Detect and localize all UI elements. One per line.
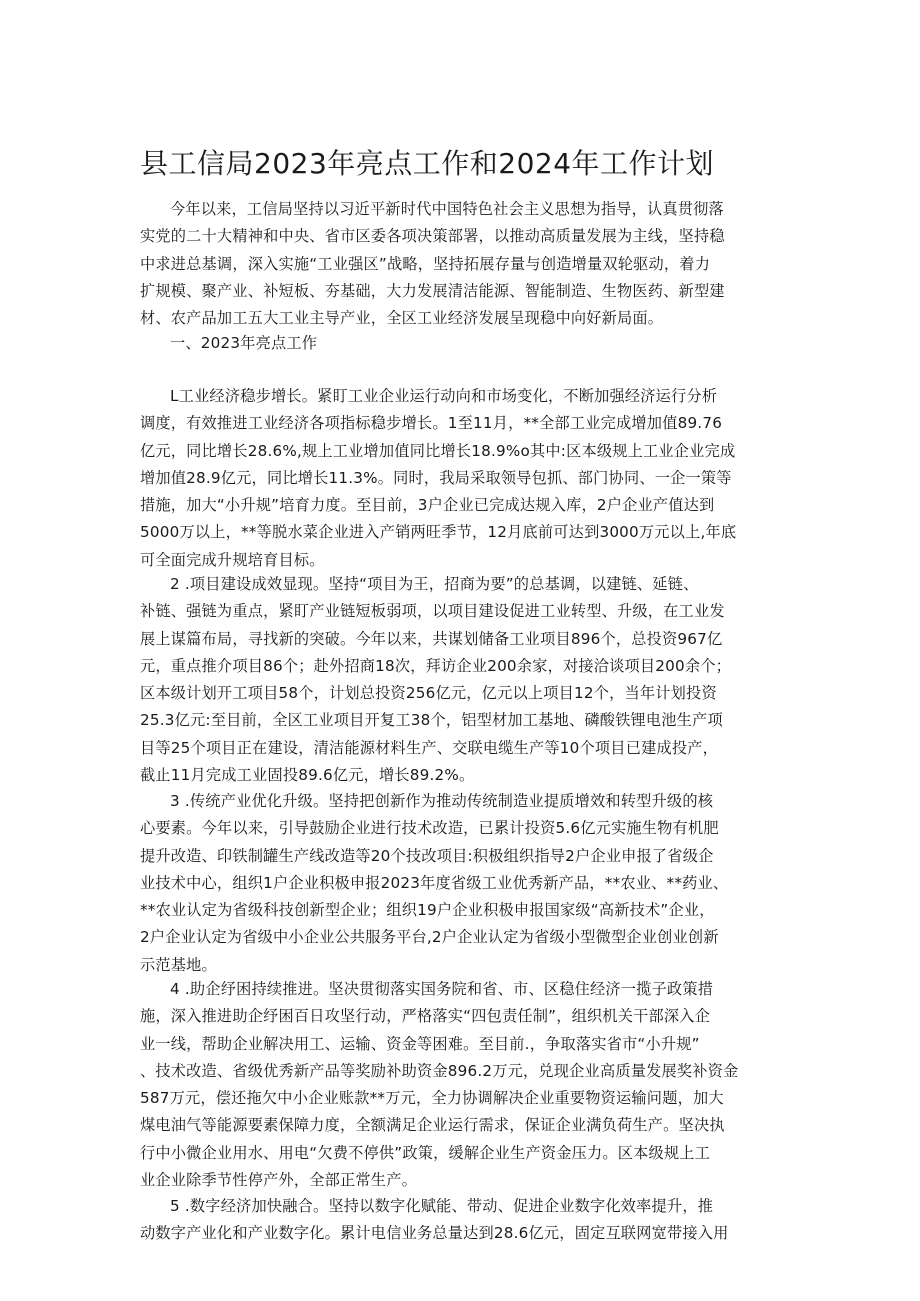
paragraph-line: 目等25个项目正在建设，清洁能源材料生产、交联电缆生产等10个项目已建成投产， — [140, 738, 719, 757]
paragraph-item-5 — [140, 1193, 796, 1248]
paragraph-line: 材、农产品加工五大工业主导产业，全区工业经济发展呈现稳中向好新局面。 — [140, 309, 664, 328]
section-heading-text: 一、2023年亮点工作 — [170, 334, 318, 352]
document-title: 县工信局2023年亮点工作和2024年工作计划 — [140, 147, 715, 180]
paragraph-line: 行中小微企业用水、用电“欠费不停供”政策，缓解企业生产资金压力。区本级规上工 — [140, 1143, 711, 1162]
paragraph-line: 补链、强链为重点，紧盯产业链短板弱项，以项目建设促进工业转型、升级，在工业发 — [140, 602, 725, 621]
paragraph-line: 动数字产业化和产业数字化。累计电信业务总量达到28.6亿元，固定互联网宽带接入用 — [140, 1224, 729, 1243]
paragraph-line: 施，深入推进助企纾困百日攻坚行动，严格落实“四包责任制”，组织机关干部深入企 — [140, 1007, 711, 1026]
paragraph-line: 实党的二十大精神和中央、省市区委各项决策部署，以推动高质量发展为主线，坚持稳 — [140, 227, 725, 246]
paragraph-intro — [140, 196, 796, 332]
paragraph-item-4 — [140, 976, 796, 1194]
paragraph-line: 业技术中心，组织1户企业积极申报2023年度省级工业优秀新产品，**农业、**药业、 — [140, 873, 729, 892]
paragraph-line: 可全面完成升规培育目标。 — [140, 550, 325, 569]
paragraph-line: 调度，有效推进工业经济各项指标稳步增长。1至11月，**全部工业完成增加值89.76 — [140, 414, 723, 433]
paragraph-line: 587万元，偿还拖欠中小企业账款**万元，全力协调解决企业重要物资运输问题，加大 — [140, 1089, 724, 1108]
paragraph-line: 中求进总基调，深入实施“工业强区”战略，坚持拓展存量与创造增量双轮驱动，着力 — [140, 254, 711, 273]
paragraph-line: 心要素。今年以来，引导鼓励企业进行技术改造，已累计投资5.6亿元实施生物有机肥 — [140, 819, 719, 838]
paragraph-item-3 — [140, 788, 796, 979]
paragraph-line: 增加值28.9亿元，同比增长11.3%。同时，我局采取领导包抓、部门协同、一企一策等 — [140, 468, 732, 487]
paragraph-line: 25.3亿元:至目前，全区工业项目开复工38个，铝型材加工基地、磷酸铁锂电池生产项 — [140, 711, 723, 730]
paragraph-line: 4 .助企纾困持续推进。坚决贯彻落实国务院和省、市、区稳住经济一揽子政策措 — [170, 980, 714, 998]
paragraph-item-2 — [140, 571, 796, 789]
section-heading — [140, 330, 796, 357]
paragraph-line: 示范基地。 — [140, 955, 217, 974]
paragraph-line: 5000万以上，**等脱水菜企业进入产销两旺季节，12月底前可达到3000万元以上,年底 — [140, 523, 737, 542]
paragraph-line: 业一线，帮助企业解决用工、运输、资金等困难。至目前.，争取落实省市“小升规” — [140, 1034, 700, 1053]
paragraph-line: 煤电油气等能源要素保障力度，全额满足企业运行需求，保证企业满负荷生产。坚决执 — [140, 1116, 725, 1135]
paragraph-line: 2户企业认定为省级中小企业公共服务平台,2户企业认定为省级小型微型企业创业创新 — [140, 928, 719, 947]
paragraph-item-1 — [140, 383, 796, 574]
paragraph-line: 、技术改造、省级优秀新产品等奖励补助资金896.2万元，兑现企业高质量发展奖补资金 — [140, 1061, 739, 1080]
paragraph-line: 今年以来，工信局坚持以习近平新时代中国特色社会主义思想为指导，认真贯彻落 — [170, 200, 724, 218]
paragraph-line: 截止11月完成工业固投89.6亿元，增长89.2%。 — [140, 766, 475, 785]
paragraph-line: 3 .传统产业优化升级。坚持把创新作为推动传统制造业提质增效和转型升级的核 — [170, 792, 714, 810]
paragraph-line: 业企业除季节性停产外，全部正常生产。 — [140, 1171, 417, 1190]
paragraph-line: 扩规模、聚产业、补短板、夯基础，大力发展清洁能源、智能制造、生物医药、新型建 — [140, 281, 725, 300]
paragraph-line: 提升改造、印铁制罐生产线改造等20个技改项目:积极组织指导2户企业申报了省级企 — [140, 846, 714, 865]
paragraph-line: 元，重点推介项目86个；赴外招商18次，拜访企业200余家，对接洽谈项目200余个； — [140, 656, 732, 675]
paragraph-line: 展上谋篇布局，寻找新的突破。今年以来，共谋划储备工业项目896个，总投资967亿 — [140, 629, 723, 648]
paragraph-line: 2 .项目建设成效显现。坚持“项目为王，招商为要”的总基调，以建链、延链、 — [170, 575, 699, 593]
paragraph-line: 5 .数字经济加快融合。坚持以数字化赋能、带动、促进企业数字化效率提升，推 — [170, 1197, 714, 1215]
paragraph-line: 亿元，同比增长28.6%,规上工业增加值同比增长18.9%o其中:区本级规上工业企业完成 — [140, 441, 736, 460]
paragraph-line: L工业经济稳步增长。紧盯工业企业运行动向和市场变化，不断加强经济运行分析 — [170, 387, 718, 405]
paragraph-line: 措施，加大“小升规”培育力度。至目前，3户企业已完成达规入库，2户企业产值达到 — [140, 496, 715, 515]
paragraph-line: 区本级计划开工项目58个，计划总投资256亿元，亿元以上项目12个，当年计划投资 — [140, 684, 717, 703]
paragraph-line: **农业认定为省级科技创新型企业；组织19户企业积极申报国家级“高新技术”企业， — [140, 901, 715, 920]
